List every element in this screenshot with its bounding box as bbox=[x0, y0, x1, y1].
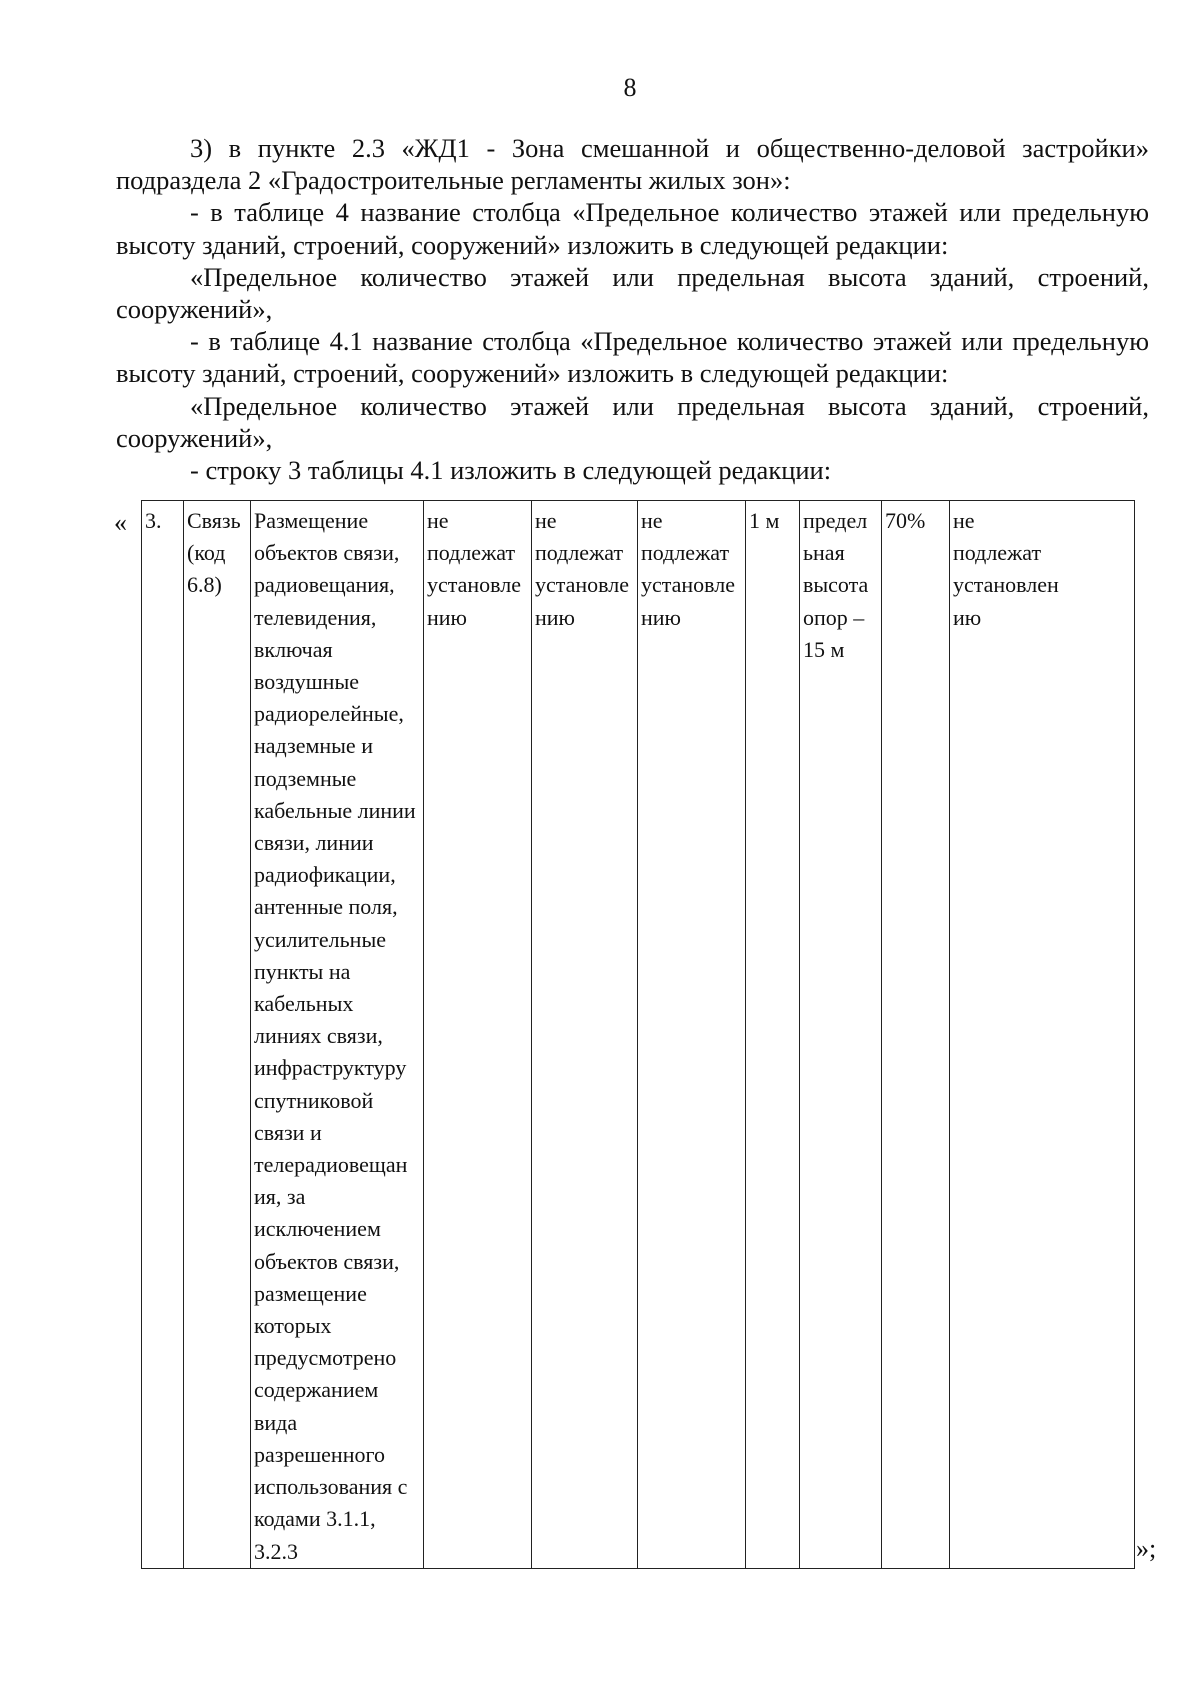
paragraph-new-column-name: «Предельное количество этажей или предельная высота зданий, строений, сооружений», bbox=[116, 261, 1149, 325]
cell-col-4 bbox=[424, 501, 532, 1569]
cell-col-5 bbox=[532, 501, 638, 1569]
cell-col-6 bbox=[638, 501, 746, 1569]
cell-description-text: Размещение объектов связи, радиовещания, телевидения, включая воздушные радиорелейные, надземные и подземные кабельные линии связи, линии радиофикации, антенные поля, усилительные пункты на кабельных линиях связи, инфраструктуру спутниковой связи и телерадиовещан ия, за исключением объектов связи, размещение которых предусмотрено содержанием вида разрешенного использования с кодами 3.1.1, 3.2.3 bbox=[254, 508, 416, 1564]
body-text bbox=[116, 132, 1149, 486]
cell-col-7 bbox=[746, 501, 800, 1569]
table-row bbox=[142, 501, 1135, 1569]
cell-col-10-text: не подлежат установлен ию bbox=[953, 508, 1059, 630]
paragraph-item-3: 3) в пункте 2.3 «ЖД1 - Зона смешанной и общественно-деловой застройки» подраздела 2 «Градостроительные регламенты жилых зон»: bbox=[116, 133, 1149, 196]
cell-col-7-text: 1 м bbox=[749, 508, 780, 533]
cell-col-9-text: 70% bbox=[885, 508, 926, 533]
open-quote: « bbox=[114, 508, 127, 537]
paragraph-row-3-intro: - строку 3 таблицы 4.1 изложить в следующей редакции: bbox=[190, 455, 832, 486]
close-quote: »; bbox=[1136, 1534, 1157, 1563]
cell-col-5-text: не подлежат установле нию bbox=[535, 508, 630, 630]
cell-col-6-text: не подлежат установле нию bbox=[641, 508, 736, 630]
page-number: 8 bbox=[623, 73, 637, 102]
cell-description bbox=[251, 501, 424, 1569]
paragraph-table-4-column: - в таблице 4 название столбца «Предельное количество этажей или предельную высоту зданий, строений, сооружений» изложить в следующей редакции: bbox=[116, 197, 1149, 260]
cell-number-text: 3. bbox=[145, 508, 162, 533]
cell-col-9 bbox=[882, 501, 950, 1569]
paragraph-new-column-name-2: «Предельное количество этажей или предельная высота зданий, строений, сооружений», bbox=[116, 390, 1149, 453]
cell-type-text: Связь (код 6.8) bbox=[187, 508, 241, 598]
cell-col-8 bbox=[800, 501, 882, 1569]
cell-col-4-text: не подлежат установле нию bbox=[427, 508, 522, 630]
paragraph-table-4-1-column: - в таблице 4.1 название столбца «Предельное количество этажей или предельную высоту зданий, строений, сооружений» изложить в следующей редакции: bbox=[116, 326, 1149, 389]
cell-col-10 bbox=[950, 501, 1135, 1569]
cell-number bbox=[142, 501, 184, 1569]
cell-col-8-text: предел ьная высота опор – 15 м bbox=[803, 508, 869, 662]
table-row-3 bbox=[141, 500, 1135, 1569]
cell-type bbox=[184, 501, 251, 1569]
